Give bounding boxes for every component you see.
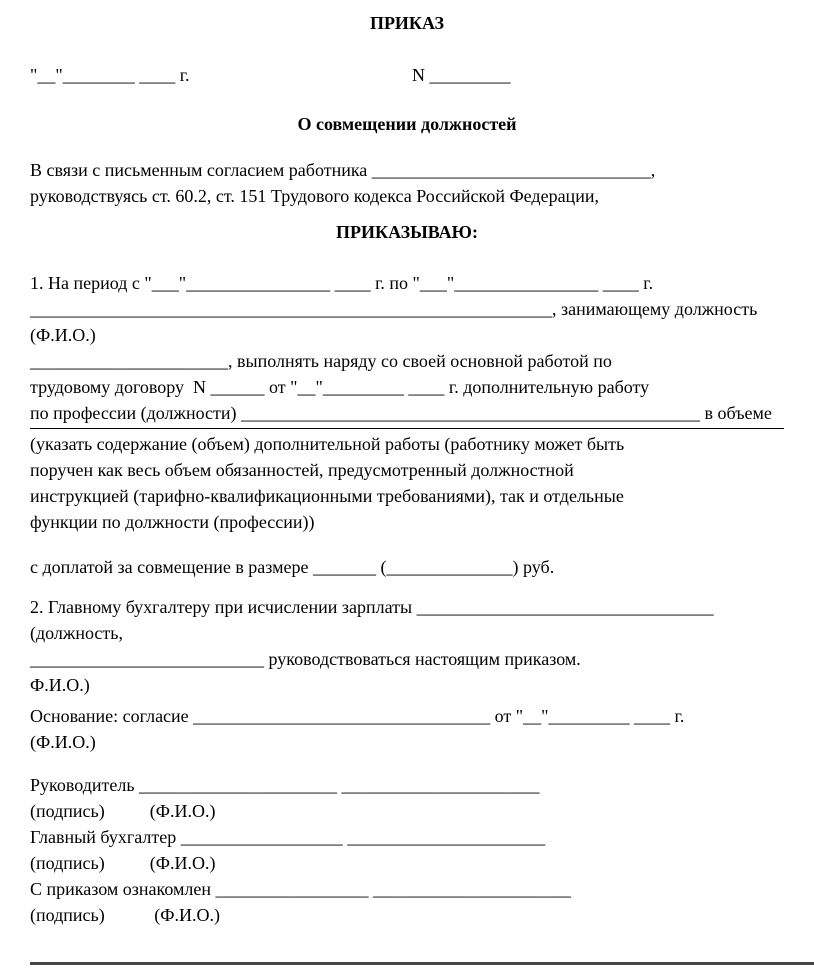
date-blank: "__"________ ____ г. — [30, 65, 190, 85]
basis — [30, 703, 784, 755]
signature-line: С приказом ознакомлен _________________ ______________________ — [30, 879, 572, 899]
document-title: ПРИКАЗ — [369, 13, 445, 33]
signature-line: Руководитель ______________________ ______________________ — [30, 775, 540, 795]
bottom-divider — [30, 962, 814, 965]
clause-1-line: ______________________, выполнять наряду со своей основной работой по — [30, 351, 612, 371]
basis-line: Основание: согласие _________________________________ от "__"_________ ____ г. — [30, 706, 685, 726]
fill-blank-rule — [30, 428, 784, 429]
clause-1-line: 1. На период с "___"________________ ____ г. по "___"________________ ____ г. — [30, 273, 654, 293]
directive-heading: ПРИКАЗЫВАЮ: — [336, 222, 478, 242]
document-subject: О совмещении должностей — [297, 114, 517, 134]
signatures — [30, 772, 784, 928]
date-number-row — [30, 62, 784, 88]
signature-line: Главный бухгалтер __________________ ______________________ — [30, 827, 546, 847]
clause-1-line: __________________________________________________________, занимающему должность — [30, 299, 758, 319]
preamble — [30, 157, 784, 209]
signature-caption: (подпись) (Ф.И.О.) — [30, 853, 216, 873]
clause-1-note — [30, 431, 784, 535]
basis-line: (Ф.И.О.) — [30, 732, 96, 752]
clause-2-line: Ф.И.О.) — [30, 675, 90, 695]
signature-caption: (подпись) (Ф.И.О.) — [30, 801, 216, 821]
clause-2-line: 2. Главному бухгалтеру при исчислении зарплаты _________________________________ — [30, 597, 714, 617]
signature-caption: (подпись) (Ф.И.О.) — [30, 905, 220, 925]
clause-2-line: __________________________ руководствоваться настоящим приказом. — [30, 649, 581, 669]
payment-line: с доплатой за совмещение в размере _______ (______________) руб. — [30, 557, 555, 577]
note-line: (указать содержание (объем) дополнительной работы (работнику может быть — [30, 434, 625, 454]
clause-1-line: по профессии (должности) ___________________________________________________ в объеме — [30, 403, 772, 423]
clause-1-line: трудовому договору N ______ от "__"_________ ____ г. дополнительную работу — [30, 377, 650, 397]
note-line: функции по должности (профессии)) — [30, 512, 315, 532]
order-number-blank: N _________ — [412, 65, 511, 85]
preamble-line: В связи с письменным согласием работника _______________________________, — [30, 160, 656, 180]
preamble-line: руководствуясь ст. 60.2, ст. 151 Трудового кодекса Российской Федерации, — [30, 186, 599, 206]
clause-2-line: (должность, — [30, 623, 123, 643]
clause-2 — [30, 594, 784, 698]
note-line: поручен как весь объем обязанностей, предусмотренный должностной — [30, 460, 574, 480]
clause-1 — [30, 270, 784, 426]
clause-1-line: (Ф.И.О.) — [30, 325, 96, 345]
note-line: инструкцией (тарифно-квалификационными требованиями), так и отдельные — [30, 486, 624, 506]
